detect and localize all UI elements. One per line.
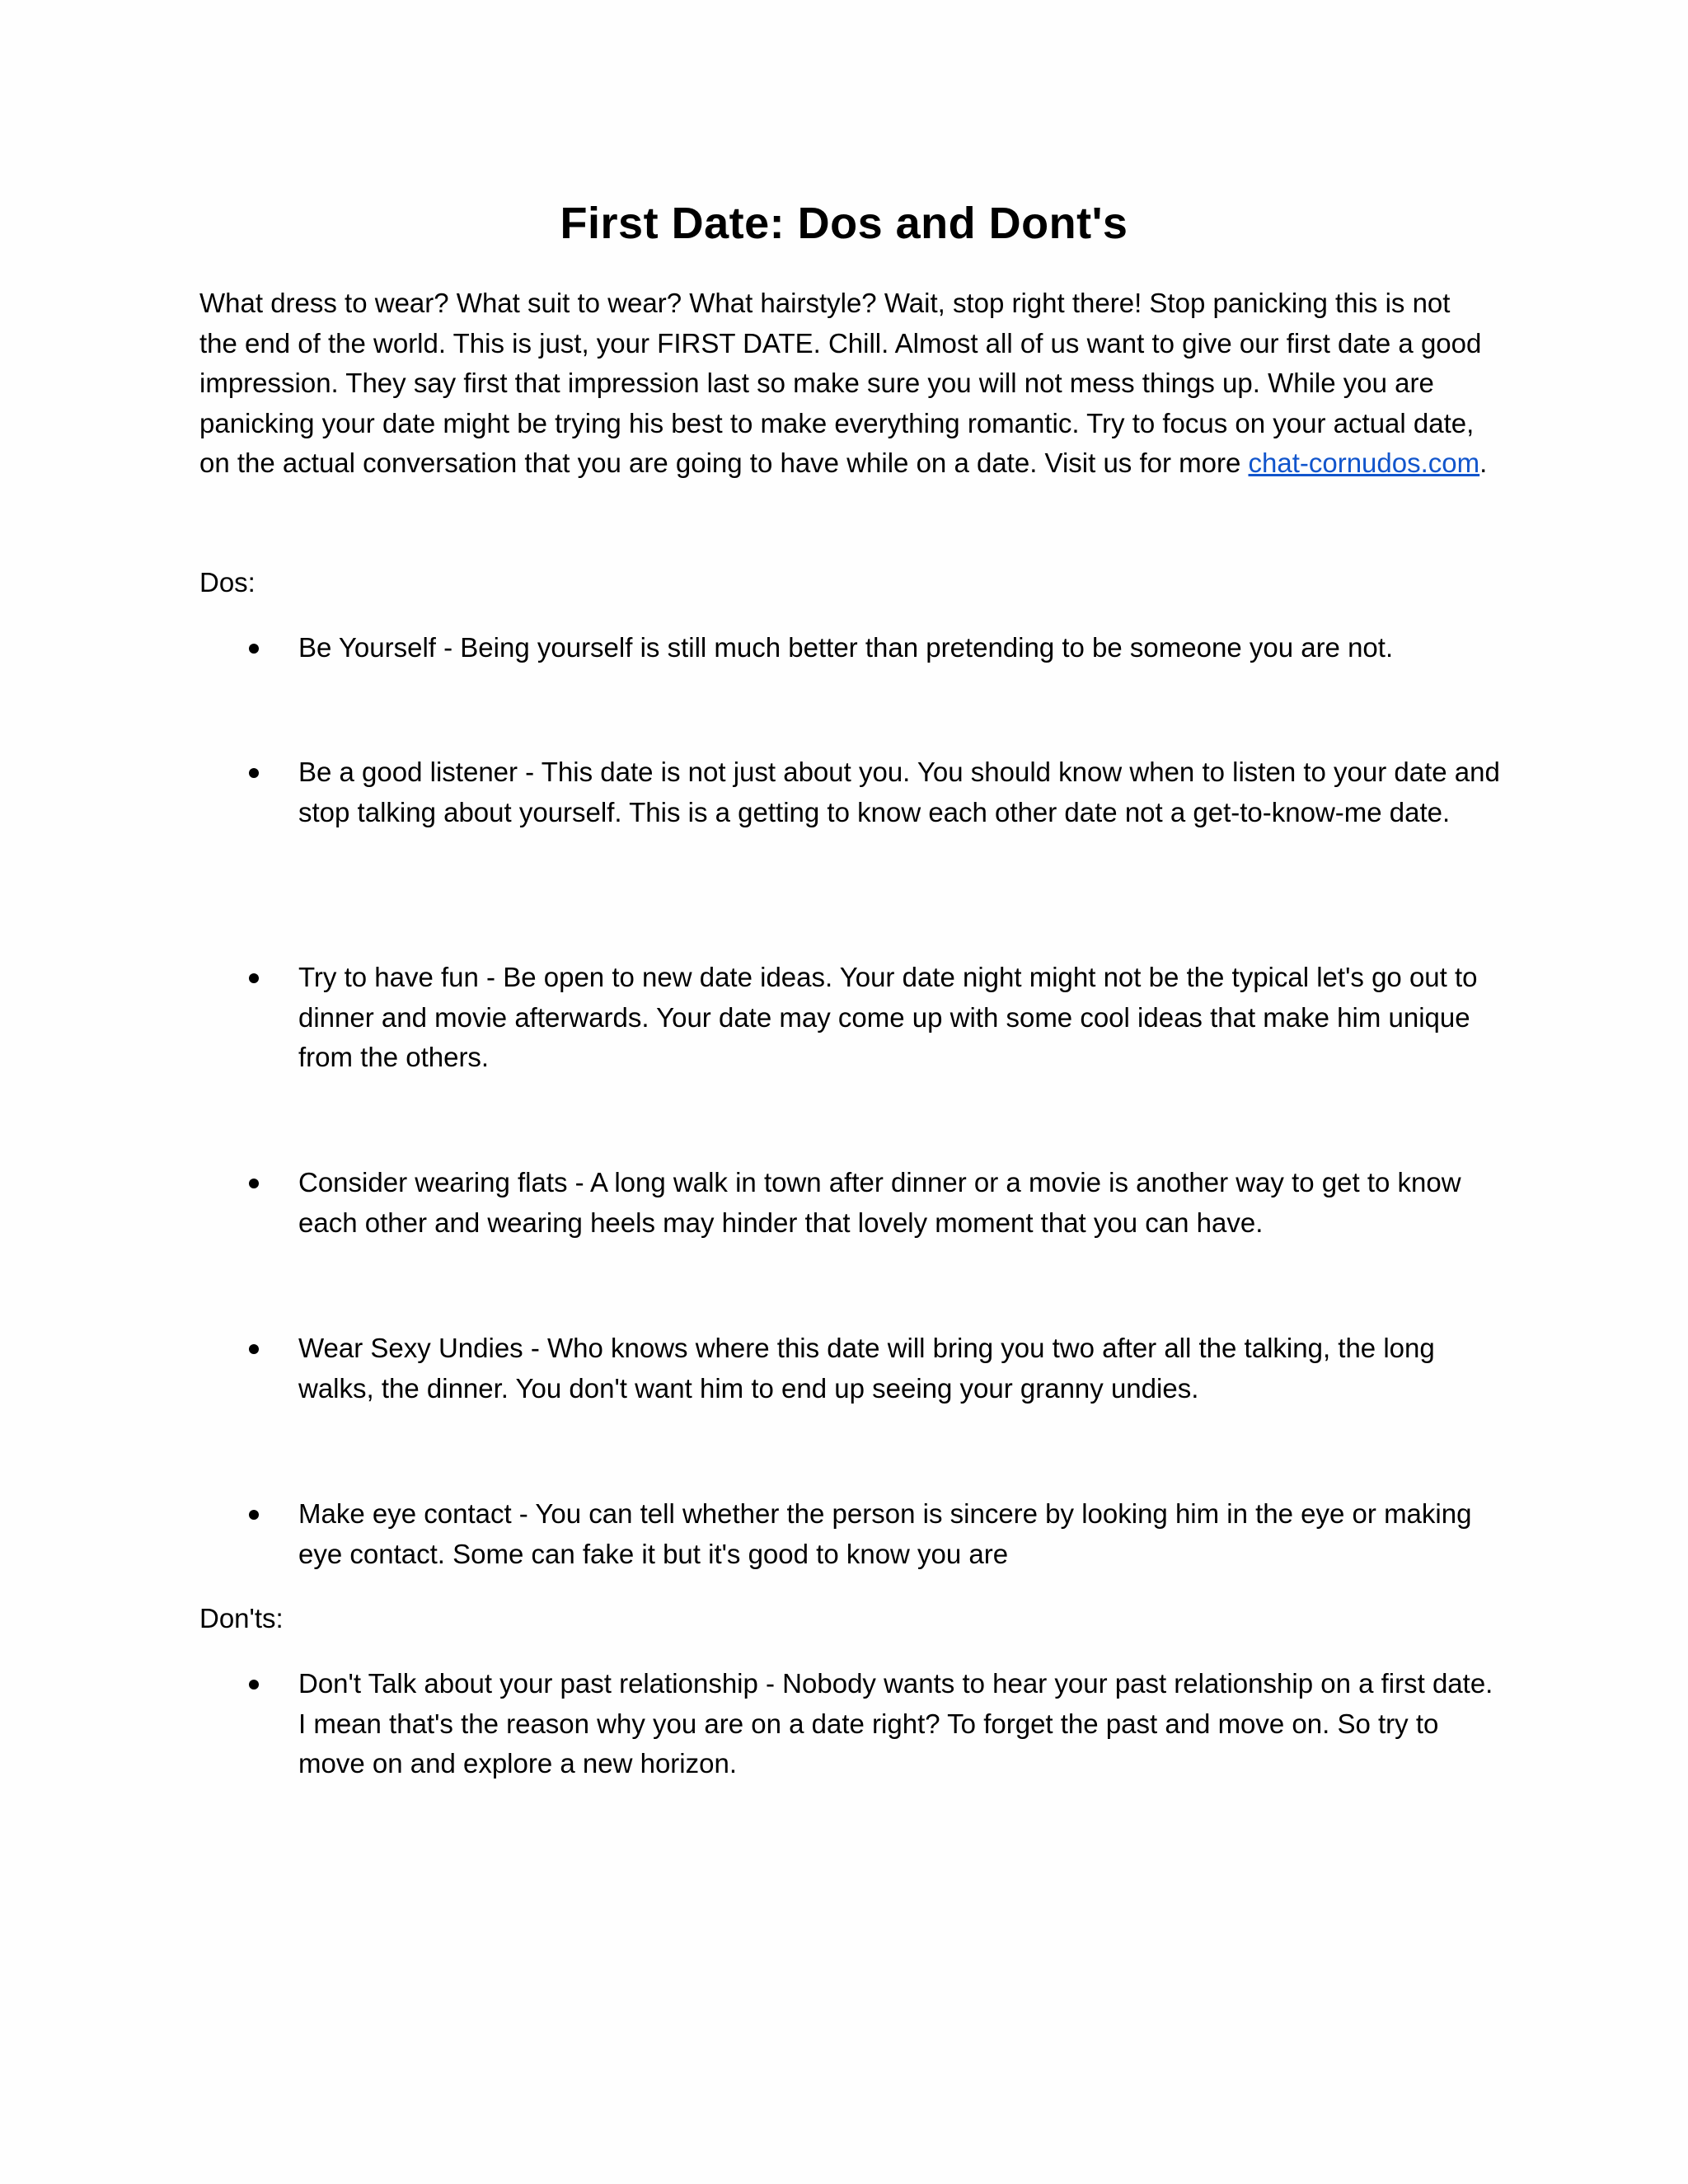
dos-item-text: Consider wearing flats - A long walk in town after dinner or a movie is another way to get to know each other and wearing heels may hinder that lovely moment that you can have. xyxy=(298,1167,1461,1238)
intro-text: What dress to wear? What suit to wear? What hairstyle? Wait, stop right there! Stop panicking this is not the end of the world. This is just, your FIRST DATE. Chill. Almost all of us want to give our first date a good impression. They say first that impression last so make sure you will not mess things up. While you are panicking your date might be trying his best to make everything romantic. Try to focus on your actual date, on the actual conversation that you are going to have while on a date. Visit us for more xyxy=(199,288,1482,479)
website-link[interactable]: chat-cornudos.com xyxy=(1248,448,1480,479)
dos-heading: Dos: xyxy=(199,567,256,598)
intro-end: . xyxy=(1479,448,1488,479)
document-title: First Date: Dos and Dont's xyxy=(560,199,1128,248)
bullet-icon xyxy=(249,1510,259,1520)
bullet-icon xyxy=(249,973,259,983)
dos-item-text: Make eye contact - You can tell whether the person is sincere by looking him in the eye or making eye contact. Some can fake it but it's good to know you are xyxy=(298,1498,1472,1569)
dos-item-text: Wear Sexy Undies - Who knows where this date will bring you two after all the talking, the long walks, the dinner. You don't want him to end up seeing your granny undies. xyxy=(298,1333,1435,1404)
intro-paragraph xyxy=(199,284,1493,484)
donts-heading: Don'ts: xyxy=(199,1603,284,1633)
dos-item-text: Be a good listener - This date is not just about you. You should know when to listen to your date and stop talking about yourself. This is a getting to know each other date not a get-to-know-me date. xyxy=(298,757,1500,827)
bullet-icon xyxy=(249,768,259,778)
dos-item-text: Be Yourself - Being yourself is still much better than pretending to be someone you are not. xyxy=(298,632,1394,663)
bullet-icon xyxy=(249,1344,259,1354)
bullet-icon xyxy=(249,1179,259,1188)
bullet-icon xyxy=(249,644,259,654)
donts-item-text: Don't Talk about your past relationship - Nobody wants to hear your past relationship on a first date. I mean that's the reason why you are on a date right? To forget the past and move on. So try to move on and explore a new horizon. xyxy=(298,1668,1493,1779)
bullet-icon xyxy=(249,1680,259,1690)
dos-item-text: Try to have fun - Be open to new date ideas. Your date night might not be the typical let's go out to dinner and movie afterwards. Your date may come up with some cool ideas that make him unique from the others. xyxy=(298,962,1478,1073)
